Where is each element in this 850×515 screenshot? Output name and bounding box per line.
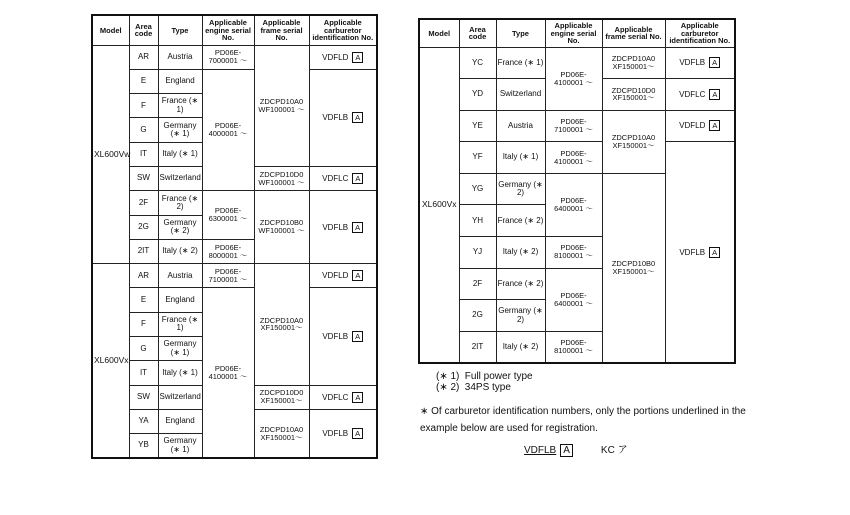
frame-serial-cell: ZDCPD10A0 WF100001 〜 <box>254 45 309 166</box>
type-cell: Italy (∗ 2) <box>158 239 202 263</box>
area-code-cell: SW <box>129 385 158 409</box>
engine-serial-cell: PD06E-4100001 〜 <box>545 47 602 110</box>
carburetor-box: A <box>352 428 363 439</box>
table-row <box>419 47 735 79</box>
table-row <box>92 264 377 288</box>
type-cell: Italy (∗ 2) <box>496 237 545 269</box>
area-code-cell: IT <box>129 361 158 385</box>
area-code-cell: 2F <box>129 191 158 215</box>
type-cell: England <box>158 409 202 433</box>
area-code-cell: YB <box>129 434 158 458</box>
left-header-row <box>92 15 377 45</box>
carburetor-id-example <box>524 441 628 457</box>
area-code-cell: YH <box>459 205 496 237</box>
carburetor-id-cell <box>309 385 377 409</box>
area-code-cell: YA <box>129 409 158 433</box>
carburetor-id-cell <box>665 79 735 111</box>
left-spec-table <box>91 14 378 459</box>
frame-serial-cell: ZDCPD10D0 WF100001 〜 <box>254 166 309 190</box>
carburetor-code: VDFLB <box>322 332 349 342</box>
area-code-cell: G <box>129 118 158 142</box>
carburetor-code: VDFLB <box>322 429 349 438</box>
model-cell: XL600Vw <box>92 45 129 264</box>
type-cell: France (∗ 1) <box>158 94 202 118</box>
carburetor-code: VDFLC <box>322 392 349 402</box>
area-code-cell: YG <box>459 173 496 205</box>
table-row <box>419 110 735 142</box>
frame-serial-cell: ZDCPD10A0 XF150001〜 <box>254 409 309 458</box>
frame-serial-cell: ZDCPD10A0 XF150001〜 <box>254 264 309 385</box>
type-cell: England <box>158 288 202 312</box>
area-code-cell: E <box>129 69 158 93</box>
carburetor-code: VDFLB <box>322 113 349 123</box>
area-code-cell: IT <box>129 142 158 166</box>
carburetor-code: VDFLD <box>322 52 349 62</box>
right-spec-table <box>418 18 736 364</box>
frame-serial-cell: ZDCPD10D0 XF150001〜 <box>602 79 665 111</box>
footnote-2 <box>422 382 533 393</box>
engine-serial-cell: PD06E-8000001 〜 <box>202 239 254 263</box>
area-code-cell: YF <box>459 142 496 174</box>
area-code-cell: 2G <box>459 300 496 332</box>
carburetor-box: A <box>709 89 720 100</box>
header-carburetor-id: Applicable carburetor identification No. <box>665 19 735 47</box>
type-cell: Switzerland <box>496 79 545 111</box>
type-cell: France (∗ 1) <box>496 47 545 79</box>
carburetor-code: VDFLD <box>322 271 349 281</box>
engine-serial-cell: PD06E-8100001 〜 <box>545 237 602 269</box>
type-cell: Germany (∗ 2) <box>158 215 202 239</box>
carburetor-box: A <box>709 247 720 258</box>
table-row <box>92 45 377 69</box>
carburetor-id-cell <box>309 69 377 166</box>
footnotes <box>422 371 533 393</box>
table-row <box>92 191 377 215</box>
carburetor-id-cell <box>309 166 377 190</box>
table-row <box>419 142 735 174</box>
example-box: A <box>560 444 573 457</box>
type-cell: Germany (∗ 1) <box>158 434 202 458</box>
area-code-cell: 2IT <box>129 239 158 263</box>
carburetor-box: A <box>709 120 720 131</box>
carburetor-id-cell <box>309 264 377 288</box>
engine-serial-cell: PD06E-7100001 〜 <box>202 264 254 288</box>
carburetor-id-cell <box>309 409 377 458</box>
engine-serial-cell: PD06E-4000001 〜 <box>202 69 254 190</box>
engine-serial-cell: PD06E-6400001 〜 <box>545 173 602 236</box>
type-cell: France (∗ 2) <box>496 268 545 300</box>
carburetor-code: VDFLC <box>322 174 349 184</box>
type-cell: Switzerland <box>158 385 202 409</box>
type-cell: Germany (∗ 2) <box>496 300 545 332</box>
carburetor-box: A <box>352 52 363 63</box>
area-code-cell: 2G <box>129 215 158 239</box>
area-code-cell: YJ <box>459 237 496 269</box>
header-area-code: Area code <box>129 15 158 45</box>
carburetor-id-cell <box>665 47 735 79</box>
area-code-cell: AR <box>129 45 158 69</box>
table-row <box>92 69 377 93</box>
example-suffix: KC ア <box>600 445 628 456</box>
engine-serial-cell: PD06E-7000001 〜 <box>202 45 254 69</box>
footnote-text: 34PS type <box>464 382 511 393</box>
registration-remark: ∗ Of carburetor identification numbers, only the portions underlined in the example below are used for registration. <box>420 406 746 434</box>
header-model: Model <box>92 15 129 45</box>
carburetor-id-cell <box>309 288 377 385</box>
header-carburetor-id: Applicable carburetor identification No. <box>309 15 377 45</box>
type-cell: Switzerland <box>158 166 202 190</box>
area-code-cell: 2IT <box>459 331 496 363</box>
carburetor-box: A <box>352 173 363 184</box>
carburetor-id-cell <box>309 191 377 264</box>
type-cell: France (∗ 1) <box>158 312 202 336</box>
frame-serial-cell: ZDCPD10B0 XF150001〜 <box>602 173 665 363</box>
type-cell: Austria <box>158 264 202 288</box>
type-cell: England <box>158 69 202 93</box>
area-code-cell: YD <box>459 79 496 111</box>
footnote-1 <box>422 371 533 382</box>
carburetor-box: A <box>352 331 363 342</box>
carburetor-code: VDFLB <box>322 222 349 232</box>
carburetor-id-cell <box>309 45 377 69</box>
type-cell: France (∗ 2) <box>158 191 202 215</box>
footnote-label: (∗ 2) <box>436 382 460 393</box>
header-engine-serial: Applicable engine serial No. <box>545 19 602 47</box>
carburetor-code: VDFLB <box>679 58 706 68</box>
carburetor-code: VDFLB <box>679 247 706 257</box>
area-code-cell: 2F <box>459 268 496 300</box>
model-cell: XL600Vx <box>92 264 129 458</box>
area-code-cell: AR <box>129 264 158 288</box>
area-code-cell: E <box>129 288 158 312</box>
engine-serial-cell: PD06E-4100001 〜 <box>545 142 602 174</box>
engine-serial-cell: PD06E-8100001 〜 <box>545 331 602 363</box>
carburetor-box: A <box>352 112 363 123</box>
engine-serial-cell: PD06E-7100001 〜 <box>545 110 602 142</box>
type-cell: Italy (∗ 1) <box>158 361 202 385</box>
area-code-cell: F <box>129 94 158 118</box>
area-code-cell: F <box>129 312 158 336</box>
carburetor-code: VDFLC <box>679 89 706 99</box>
type-cell: Italy (∗ 2) <box>496 331 545 363</box>
carburetor-box: A <box>352 392 363 403</box>
carburetor-box: A <box>352 222 363 233</box>
area-code-cell: YC <box>459 47 496 79</box>
carburetor-id-cell <box>665 142 735 363</box>
frame-serial-cell: ZDCPD10A0 XF150001〜 <box>602 110 665 173</box>
type-cell: France (∗ 2) <box>496 205 545 237</box>
area-code-cell: SW <box>129 166 158 190</box>
header-area-code: Area code <box>459 19 496 47</box>
engine-serial-cell: PD06E-4100001 〜 <box>202 288 254 458</box>
header-type: Type <box>158 15 202 45</box>
carburetor-id-cell <box>665 110 735 142</box>
header-model: Model <box>419 19 459 47</box>
area-code-cell: G <box>129 337 158 361</box>
type-cell: Germany (∗ 2) <box>496 173 545 205</box>
type-cell: Italy (∗ 1) <box>496 142 545 174</box>
header-frame-serial: Applicable frame serial No. <box>602 19 665 47</box>
type-cell: Austria <box>158 45 202 69</box>
engine-serial-cell: PD06E-6400001 〜 <box>545 268 602 331</box>
header-type: Type <box>496 19 545 47</box>
engine-serial-cell: PD06E-6300001 〜 <box>202 191 254 240</box>
footnote-text: Full power type <box>464 371 533 382</box>
carburetor-box: A <box>352 270 363 281</box>
header-engine-serial: Applicable engine serial No. <box>202 15 254 45</box>
type-cell: Germany (∗ 1) <box>158 118 202 142</box>
frame-serial-cell: ZDCPD10B0 WF100001 〜 <box>254 191 309 264</box>
footnote-label: (∗ 1) <box>436 371 460 382</box>
area-code-cell: YE <box>459 110 496 142</box>
frame-serial-cell: ZDCPD10D0 XF150001〜 <box>254 385 309 409</box>
carburetor-box: A <box>709 57 720 68</box>
model-cell: XL600Vx <box>419 47 459 363</box>
header-frame-serial: Applicable frame serial No. <box>254 15 309 45</box>
carburetor-code: VDFLD <box>679 121 706 131</box>
type-cell: Austria <box>496 110 545 142</box>
type-cell: Italy (∗ 1) <box>158 142 202 166</box>
type-cell: Germany (∗ 1) <box>158 337 202 361</box>
right-header-row <box>419 19 735 47</box>
table-row <box>92 288 377 312</box>
example-code: VDFLB <box>524 445 557 456</box>
frame-serial-cell: ZDCPD10A0 XF150001〜 <box>602 47 665 79</box>
